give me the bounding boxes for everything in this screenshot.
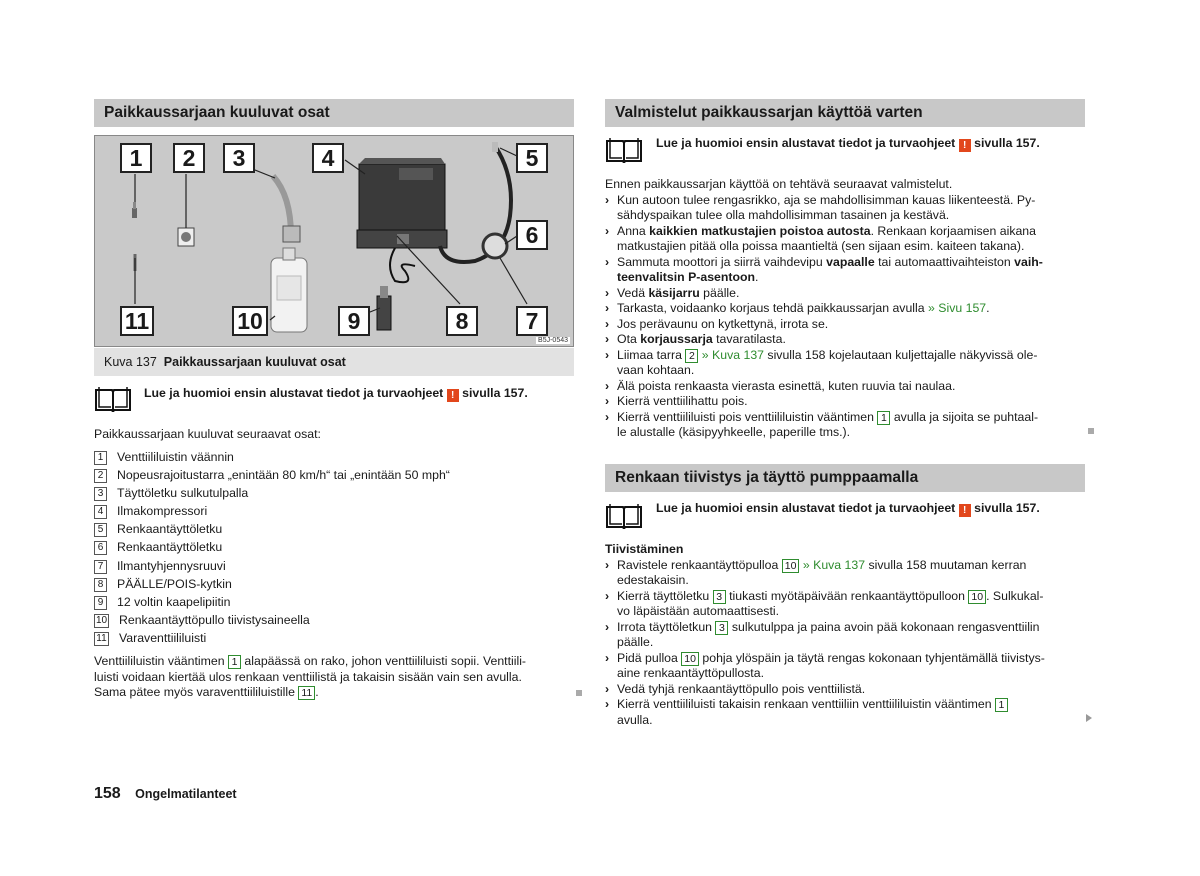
list-item: › Kierrä venttiilihattu pois. <box>605 394 748 408</box>
list-item: › Anna kaikkien matkustajien poistoa autosta. Renkaan korjaamisen aikana matkustajien pitää olla poissa maantieltä (sen sijaan esim. kaiteen takana). <box>605 224 1085 255</box>
callout-3: 3 <box>223 143 255 173</box>
list-item: › Vedä tyhjä renkaantäyttöpullo pois venttiilistä. <box>605 681 866 696</box>
figure-link[interactable]: » Kuva 137 <box>802 557 866 572</box>
part-number: 1 <box>94 451 107 465</box>
item-text: vo läpäistään automaattisesti. <box>617 604 780 618</box>
part-ref: 3 <box>713 590 726 604</box>
item-text: vaan kohtaan. <box>617 363 695 377</box>
note-page-ref[interactable]: sivulla 157. <box>974 136 1040 150</box>
list-item <box>94 448 234 466</box>
item-text: matkustajien pitää olla poissa maantieltä (sen sijaan esim. kaiteen takana). <box>617 239 1025 253</box>
item-text: Jos perävaunu on kytkettynä, irrota se. <box>617 316 829 331</box>
para-text: Venttiililuistin vääntimen <box>94 654 225 668</box>
list-item <box>94 484 248 502</box>
item-text: edestakaisin. <box>617 573 689 587</box>
page-link[interactable]: » Sivu 157 <box>928 301 987 315</box>
item-text: Sammuta moottori ja siirrä vaihdevipu <box>617 254 823 269</box>
callout-5: 5 <box>516 143 548 173</box>
manual-book-icon <box>605 137 643 163</box>
parts-intro: Paikkaussarjaan kuuluvat seuraavat osat: <box>94 427 321 441</box>
list-item <box>94 557 226 575</box>
item-text: . Sulkukal- <box>986 588 1044 603</box>
section-heading-preparation: Valmistelut paikkaussarjan käyttöä varten <box>605 99 1085 127</box>
continue-arrow-icon <box>1086 714 1092 722</box>
part-ref: 2 <box>685 349 698 363</box>
note-page-ref[interactable]: sivulla 157. <box>462 386 528 400</box>
preparation-intro: Ennen paikkaussarjan käyttöä on tehtävä seuraavat valmistelut. <box>605 177 953 191</box>
item-text: Irrota täyttöletkun <box>617 619 713 634</box>
figure-link[interactable]: » Kuva 137 <box>701 347 764 362</box>
part-number: 11 <box>94 632 109 646</box>
part-number: 6 <box>94 541 107 555</box>
item-text: Pidä pulloa <box>617 650 678 665</box>
callout-6: 6 <box>516 220 548 250</box>
section-heading-parts: Paikkaussarjaan kuuluvat osat <box>94 99 574 127</box>
item-text: päälle. <box>703 285 740 300</box>
figure-137 <box>94 135 574 347</box>
list-item <box>94 575 232 593</box>
list-item <box>94 466 450 484</box>
item-text: le alustalle (käsipyyhkeelle, paperille tms.). <box>617 425 851 439</box>
safety-note-left <box>144 386 528 402</box>
list-item: › Älä poista renkaasta vierasta esinettä, kuten ruuvia tai naulaa. <box>605 378 956 393</box>
item-bold: käsijarru <box>648 285 700 300</box>
item-text: aine renkaantäyttöpullosta. <box>617 666 764 680</box>
note-text: Lue ja huomioi ensin alustavat tiedot ja turvaohjeet <box>656 501 956 515</box>
part-label: 12 voltin kaapelipiitin <box>117 595 231 609</box>
valve-core-tool-icon <box>132 202 137 218</box>
part-number: 10 <box>95 615 108 626</box>
page-footer <box>94 785 237 803</box>
item-text: Kun autoon tulee rengasrikko, aja se mahdollisimman kauas liikenteestä. Py- <box>617 192 1036 207</box>
warning-icon: ! <box>959 139 971 152</box>
part-ref: 11 <box>298 686 315 700</box>
para-text: luisti voidaan kiertää ulos renkaan venttiilistä ja takaisin sisään vain sen avulla. <box>94 669 522 684</box>
callout-9: 9 <box>338 306 370 336</box>
item-text: pohja ylöspäin ja täytä rengas kokonaan tyhjentämällä tiivistys- <box>702 650 1045 665</box>
list-item: › Vedä käsijarru päälle. <box>605 285 740 300</box>
item-text: päälle. <box>617 635 654 649</box>
note-text: Lue ja huomioi ensin alustavat tiedot ja turvaohjeet <box>144 386 444 400</box>
item-text: . <box>986 301 990 315</box>
item-text: . Renkaan korjaamisen aikana <box>870 223 1036 238</box>
list-item <box>94 538 222 556</box>
list-item: › Tarkasta, voidaanko korjaus tehdä paikkaussarjan avulla » Sivu 157. <box>605 301 990 315</box>
item-text: sivulla 158 muutaman kerran <box>868 557 1027 572</box>
part-number: 7 <box>94 560 107 574</box>
list-item <box>94 611 310 629</box>
page-number: 158 <box>94 785 121 802</box>
note-page-ref[interactable]: sivulla 157. <box>974 501 1040 515</box>
callout-2: 2 <box>173 143 205 173</box>
part-label: Varaventtiililuisti <box>119 631 207 645</box>
item-text: sähdyspaikan tulee olla mahdollisimman tasainen ja kestävä. <box>617 208 950 222</box>
item-bold: kaikkien matkustajien poistoa autosta <box>649 223 871 238</box>
list-item: › Liimaa tarra 2 » Kuva 137 sivulla 158 kojelautaan kuljettajalle näkyvissä ole- vaan kohtaan. <box>605 348 1085 379</box>
valve-tool-paragraph <box>94 654 574 701</box>
item-text: Kierrä täyttöletku <box>617 588 710 603</box>
part-label: PÄÄLLE/POIS-kytkin <box>117 577 232 591</box>
list-item: › Kun autoon tulee rengasrikko, aja se mahdollisimman kauas liikenteestä. Py- sähdyspaikan tulee olla mahdollisimman tasainen ja kestävä. <box>605 193 1085 224</box>
part-number: 2 <box>94 469 107 483</box>
sealing-content <box>605 542 1085 728</box>
callout-7: 7 <box>516 306 548 336</box>
item-text: Kierrä venttiililuisti pois venttiililuistin vääntimen <box>617 409 874 424</box>
list-item: › Kierrä venttiililuisti takaisin renkaan venttiiliin venttiililuistin vääntimen 1 avulla. <box>605 697 1085 728</box>
warning-icon: ! <box>959 504 971 517</box>
part-label: Venttiililuistin väännin <box>117 450 234 464</box>
item-bold: vaih- <box>1014 254 1043 269</box>
part-ref: 1 <box>877 411 890 425</box>
figure-code: B5J-0543 <box>538 337 568 344</box>
item-bold: korjaussarja <box>640 332 713 346</box>
part-number: 4 <box>94 505 107 519</box>
list-item: › Irrota täyttöletkun 3 sulkutulppa ja paina avoin pää kokonaan rengasventtiilin päälle. <box>605 620 1085 651</box>
item-text: Tarkasta, voidaanko korjaus tehdä paikkaussarjan avulla <box>617 301 925 315</box>
item-text: Ravistele renkaantäyttöpulloa <box>617 557 779 572</box>
para-text: alapäässä on rako, johon venttiililuisti sopii. Venttiili- <box>244 654 527 668</box>
item-text: sivulla 158 kojelautaan kuljettajalle näkyvissä ole- <box>767 347 1038 362</box>
part-number: 8 <box>94 578 107 592</box>
list-item: › Sammuta moottori ja siirrä vaihdevipu vapaalle tai automaattivaihteiston vaih- teenvalitsin P-asentoon. <box>605 254 1043 284</box>
list-item: › Jos perävaunu on kytkettynä, irrota se. <box>605 316 829 331</box>
list-item: › Ravistele renkaantäyttöpulloa 10 » Kuva 137 sivulla 158 muutaman kerran edestakaisin. <box>605 558 1085 589</box>
item-bold: teenvalitsin P-asentoon <box>617 270 756 284</box>
manual-book-icon <box>605 503 643 529</box>
part-ref: 1 <box>995 698 1008 712</box>
list-item <box>94 629 206 647</box>
caption-number: Kuva 137 <box>104 355 157 369</box>
part-number: 3 <box>94 487 107 501</box>
part-label: Täyttöletku sulkutulpalla <box>117 486 249 500</box>
list-item: › Ota korjaussarja tavaratilasta. <box>605 332 786 346</box>
compressor-icon <box>357 158 447 248</box>
note-text: Lue ja huomioi ensin alustavat tiedot ja turvaohjeet <box>656 136 956 150</box>
sealant-bottle-icon <box>271 248 307 332</box>
item-text: tiukasti myötäpäivään renkaantäyttöpulloon <box>729 588 965 603</box>
inflation-hose-icon <box>440 142 511 262</box>
item-text: avulla. <box>617 712 653 727</box>
part-label: Renkaantäyttöletku <box>117 540 223 554</box>
item-text: sulkutulppa ja paina avoin pää kokonaan rengasventtiilin <box>731 619 1040 634</box>
warning-icon: ! <box>447 389 459 402</box>
section-end-marker <box>576 690 582 696</box>
section-end-marker <box>1088 428 1094 434</box>
item-text: Älä poista renkaasta vierasta esinettä, kuten ruuvia tai naulaa. <box>617 378 956 393</box>
callout-1: 1 <box>120 143 152 173</box>
part-ref: 3 <box>715 621 728 635</box>
part-ref: 1 <box>228 655 241 669</box>
part-ref: 10 <box>782 559 800 573</box>
callout-8: 8 <box>446 306 478 336</box>
item-text: Kierrä venttiililuisti takaisin renkaan venttiiliin venttiililuistin vääntimen <box>617 697 992 711</box>
list-item <box>94 502 207 520</box>
list-item: › Kierrä venttiililuisti pois venttiililuistin vääntimen 1 avulla ja sijoita se puhtaal- le alustalle (käsipyyhkeelle, paperille tms.). <box>605 410 1085 441</box>
subheading-sealing: Tiivistäminen <box>605 542 684 556</box>
preparation-content <box>605 177 1085 441</box>
item-text: Anna <box>617 223 646 238</box>
power-cable-icon <box>377 248 415 330</box>
caption-title: Paikkaussarjaan kuuluvat osat <box>163 355 346 369</box>
item-text: Vedä <box>617 285 646 300</box>
part-label: Ilmakompressori <box>117 504 208 518</box>
item-text: Vedä tyhjä renkaantäyttöpullo pois venttiilistä. <box>617 681 866 696</box>
safety-note-preparation <box>656 136 1040 152</box>
list-item <box>94 520 222 538</box>
figure-caption <box>94 348 574 376</box>
item-text: tai automaattivaihteiston <box>878 254 1011 269</box>
part-ref: 10 <box>681 652 699 666</box>
para-text: . <box>315 685 319 699</box>
section-heading-sealing: Renkaan tiivistys ja täyttö pumppaamalla <box>605 464 1085 492</box>
item-text: Ota <box>617 332 637 346</box>
part-ref: 10 <box>968 590 986 604</box>
list-item: › Kierrä täyttöletku 3 tiukasti myötäpäivään renkaantäyttöpulloon 10 . Sulkukal- vo läpäistään automaattisesti. <box>605 589 1085 620</box>
chapter-name: Ongelmatilanteet <box>135 787 237 801</box>
part-label: Renkaantäyttöletku <box>117 522 223 536</box>
para-text: Sama pätee myös varaventtiililuistille <box>94 685 295 699</box>
item-text: Liimaa tarra <box>617 347 682 362</box>
part-label: Renkaantäyttöpullo tiivistysaineella <box>119 613 310 627</box>
item-text: tavaratilasta. <box>716 332 786 346</box>
item-text: Kierrä venttiilihattu pois. <box>617 394 748 408</box>
callout-4: 4 <box>312 143 344 173</box>
list-item <box>94 593 230 611</box>
part-label: Ilmantyhjennysruuvi <box>117 559 226 573</box>
item-bold: vapaalle <box>826 254 875 269</box>
callout-11: 11 <box>120 306 154 336</box>
callout-10: 10 <box>232 306 268 336</box>
sticker-icon <box>178 228 194 246</box>
part-number: 5 <box>94 523 107 537</box>
part-label: Nopeusrajoitustarra „enintään 80 km/h“ tai „enintään 50 mph“ <box>117 468 450 482</box>
filler-hose-icon <box>273 176 300 242</box>
manual-book-icon <box>94 386 132 412</box>
part-number: 9 <box>94 596 107 610</box>
item-text: avulla ja sijoita se puhtaal- <box>893 409 1039 424</box>
list-item: › Pidä pulloa 10 pohja ylöspäin ja täytä rengas kokonaan tyhjentämällä tiivistys- aine renkaantäyttöpullosta. <box>605 651 1085 682</box>
safety-note-sealing <box>656 501 1040 517</box>
item-text: . <box>755 270 759 284</box>
